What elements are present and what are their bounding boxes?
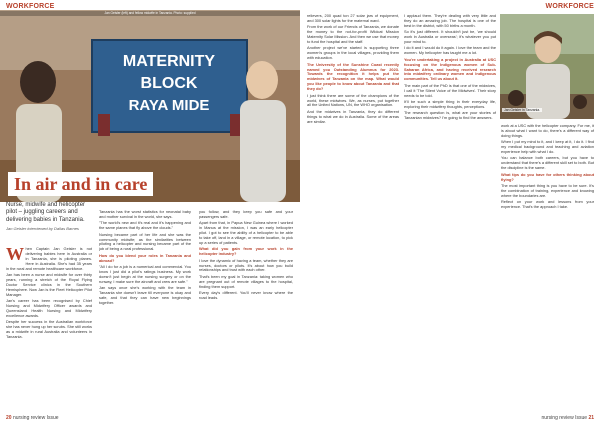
section-label: WORKFORCE [6,3,55,10]
paragraph: The main part of the PhD is that one of the midwives, I call it 'The Silent Voice of the Midwives'. Their story needs to be told. [404,82,496,98]
paragraph: Another project we've started is supporting three women's groups in the local villages, providing them with education. [307,45,399,61]
interview-question: How do you blend your roles in Tanzania and abroad? [99,252,191,263]
interview-question: What did you gain from your work in the helicopter industry? [199,246,293,257]
paragraph: you follow, and they keep you safe and your passengers safe. [199,210,293,219]
paragraph: "The world's new and it's real and it's happening and the same planes that fly above the clouds." [99,220,191,231]
headline: In air and in care [8,172,153,196]
paragraph: Jan says once she's working with the team in Tanzania she doesn't leave till everyone is okay and safe, and that they can have new beginnings together. [99,285,191,305]
right-page [300,0,600,424]
photo-credit: Jan Geisler (left) and fellow midwife in Tanzania. Photo: supplied [0,11,300,16]
standfirst [6,202,86,231]
paragraph: Jan's career has been recognised by Chief Nursing and Midwifery Officer awards and Queensland Health Nursing and Midwifery excellence awards. [6,298,92,318]
sign-line-3: RAYA MIDE [128,97,210,114]
paragraph: From the work of our Friends of Tanzania, we donate the money to the not-for-profit Wildcat Mission Maternity Solar Mission. And then we use that money to fund the hospital and the staff. [307,24,399,45]
magazine-name: nursing review [12,415,46,421]
column-3 [501,124,594,412]
paragraph: I applaud them. They're dealing with very little and they do an amazing job. The hospital is one of the best in the district, with 50 births a month. [404,14,496,28]
magazine-name: nursing review [541,415,574,421]
paragraph: Tanzania has the worst statistics for neonatal baby and mother survival in the world, she says. [99,210,191,219]
paragraph: relievers, 200 quad ton 27 solar jars of equipment, and 300 solar lights for the maternal ward. [307,14,399,23]
page-number: 21 [588,415,594,421]
paragraph: I do it and I would do it again. I love the team and the women. My helicopter has taught me a lot. [404,45,496,56]
paragraph: You can balance both careers, but you have to understand that there's a different skill set to both. But the discipline is the same. [501,155,594,171]
portrait-photo-illustration [500,14,594,119]
paragraph: Jan has been a nurse and midwife for over thirty years, running a stretch of the Royal Flying Doctor Service clinics in the Southern Hemisphere. Now Jan is the Fleet Helicopter Pilot Manager. [6,272,92,297]
column-1 [307,14,399,412]
column-2 [99,210,191,412]
paragraph: I love the dynamic of having a team, whether they are nurses, doctors or pilots. It's about how you build relationships and trust with each other. [199,257,293,273]
byline: Jan Geisler interviewed by Dallas Barnes [6,225,79,231]
issue-label: Issue [575,415,588,421]
interview-question: The University of the Sunshine Coast recently named you Outstanding Alumnus for 2023. Towards the recognition it helps put the midwives of Tanzania on the map. What would you like people to know about Tanzania and that they do? [307,61,399,92]
interview-question: What tips do you have for others thinking about flying? [501,171,594,182]
sign-line-2: BLOCK [140,75,198,92]
paragraph: hen Captain Jan Geisler is not delivering babies here in Australia or in Tanzania, she is piloting planes. Here in Australia. She's had 35 years in the rural and remote healthcare workforce. [6,247,92,271]
paragraph: The research question is, what are your stories of Tanzanian midwives? I'm going to find the answers. [404,110,496,121]
paragraph: Despite her success in the Australian workforce she has never hung up her scrubs. She still works as a midwife in rural Australia and volunteers in Tanzania. [6,319,92,339]
section-label: WORKFORCE [545,3,594,10]
page-number: 20 [6,415,12,421]
paragraph: The most important thing is you have to be sure. It's the combination of training, experience and knowing where the boundaries are. [501,182,594,198]
paragraph: Apart from that, in Papua New Guinea where I worked in Manus at the mission, I was an early helicopter pilot. I got to see the ability of a helicopter to be able to take off, land in a village, or remote location, to pick up a series of patients. [199,220,293,245]
drop-cap: W [6,247,24,264]
sign-line-1: MATERNITY [122,53,216,70]
issue-label: Issue [46,415,59,421]
paragraph: It'll be such a simple thing in their everyday life, exploring their midwifery thoughts, perceptions. [404,99,496,109]
portrait-photo [500,14,594,119]
standfirst-text: Nurse, midwife and helicopter pilot – juggling careers and delivering babies in Tanzania. [6,202,86,223]
paragraph: I just think there are some of the champions of the world, these midwives. We, as nurses, put together all the United Nations, UN, the WHO organisation. [307,92,399,108]
paragraph: work at a USC with the helicopter company. For me, it is about what I want to do, there's a different way of doing things. [501,124,594,138]
column-1 [6,247,92,412]
paragraph: Reflect on your work and lessons from your experience. That's the approach I take. [501,199,594,210]
paragraph: That's been my goal in Tanzania: taking women who are pregnant out of remote villages to the hospital, finding them support. [199,273,293,289]
paragraph: Nursing became part of her life and she was the community midwife; as the similarities between piloting a helicopter and nursing became part of the job of being a rural professional. [99,231,191,252]
column-2 [404,14,496,412]
paragraph: So it's just different. It shouldn't just be, 'we should work in Australia or overseas'; it's whatever you put your mind to. [404,29,496,45]
paragraph: Every day's different. You'll never know where the road leads. [199,290,293,300]
folio [6,415,59,421]
paragraph: When I put my mind to it, and I keep at it, I do it. I find my medical background and teaching and aviation experience help with what I do. [501,139,594,155]
photo-caption: Jan Geisler in Tanzania. [504,108,541,112]
folio [541,415,594,421]
column-3 [199,210,293,412]
paragraph: And the midwives in Tanzania, they do different things to what we do in Australia. Some of the areas are similar. [307,108,399,124]
paragraph: "All I do for a job is a numerical and commercial. You know I just did a pilot's ratings business. My work doesn't just begin at the nursing surgery or on the runway, I make sure the aircraft and crew are safe." [99,264,191,284]
interview-question: You're undertaking a project in Australia at USC focusing on the Indigenous women of Sub-Saharan Africa, and having received research into midwifery ordinary women and Indigenous communities. Tell us about it. [404,56,496,82]
